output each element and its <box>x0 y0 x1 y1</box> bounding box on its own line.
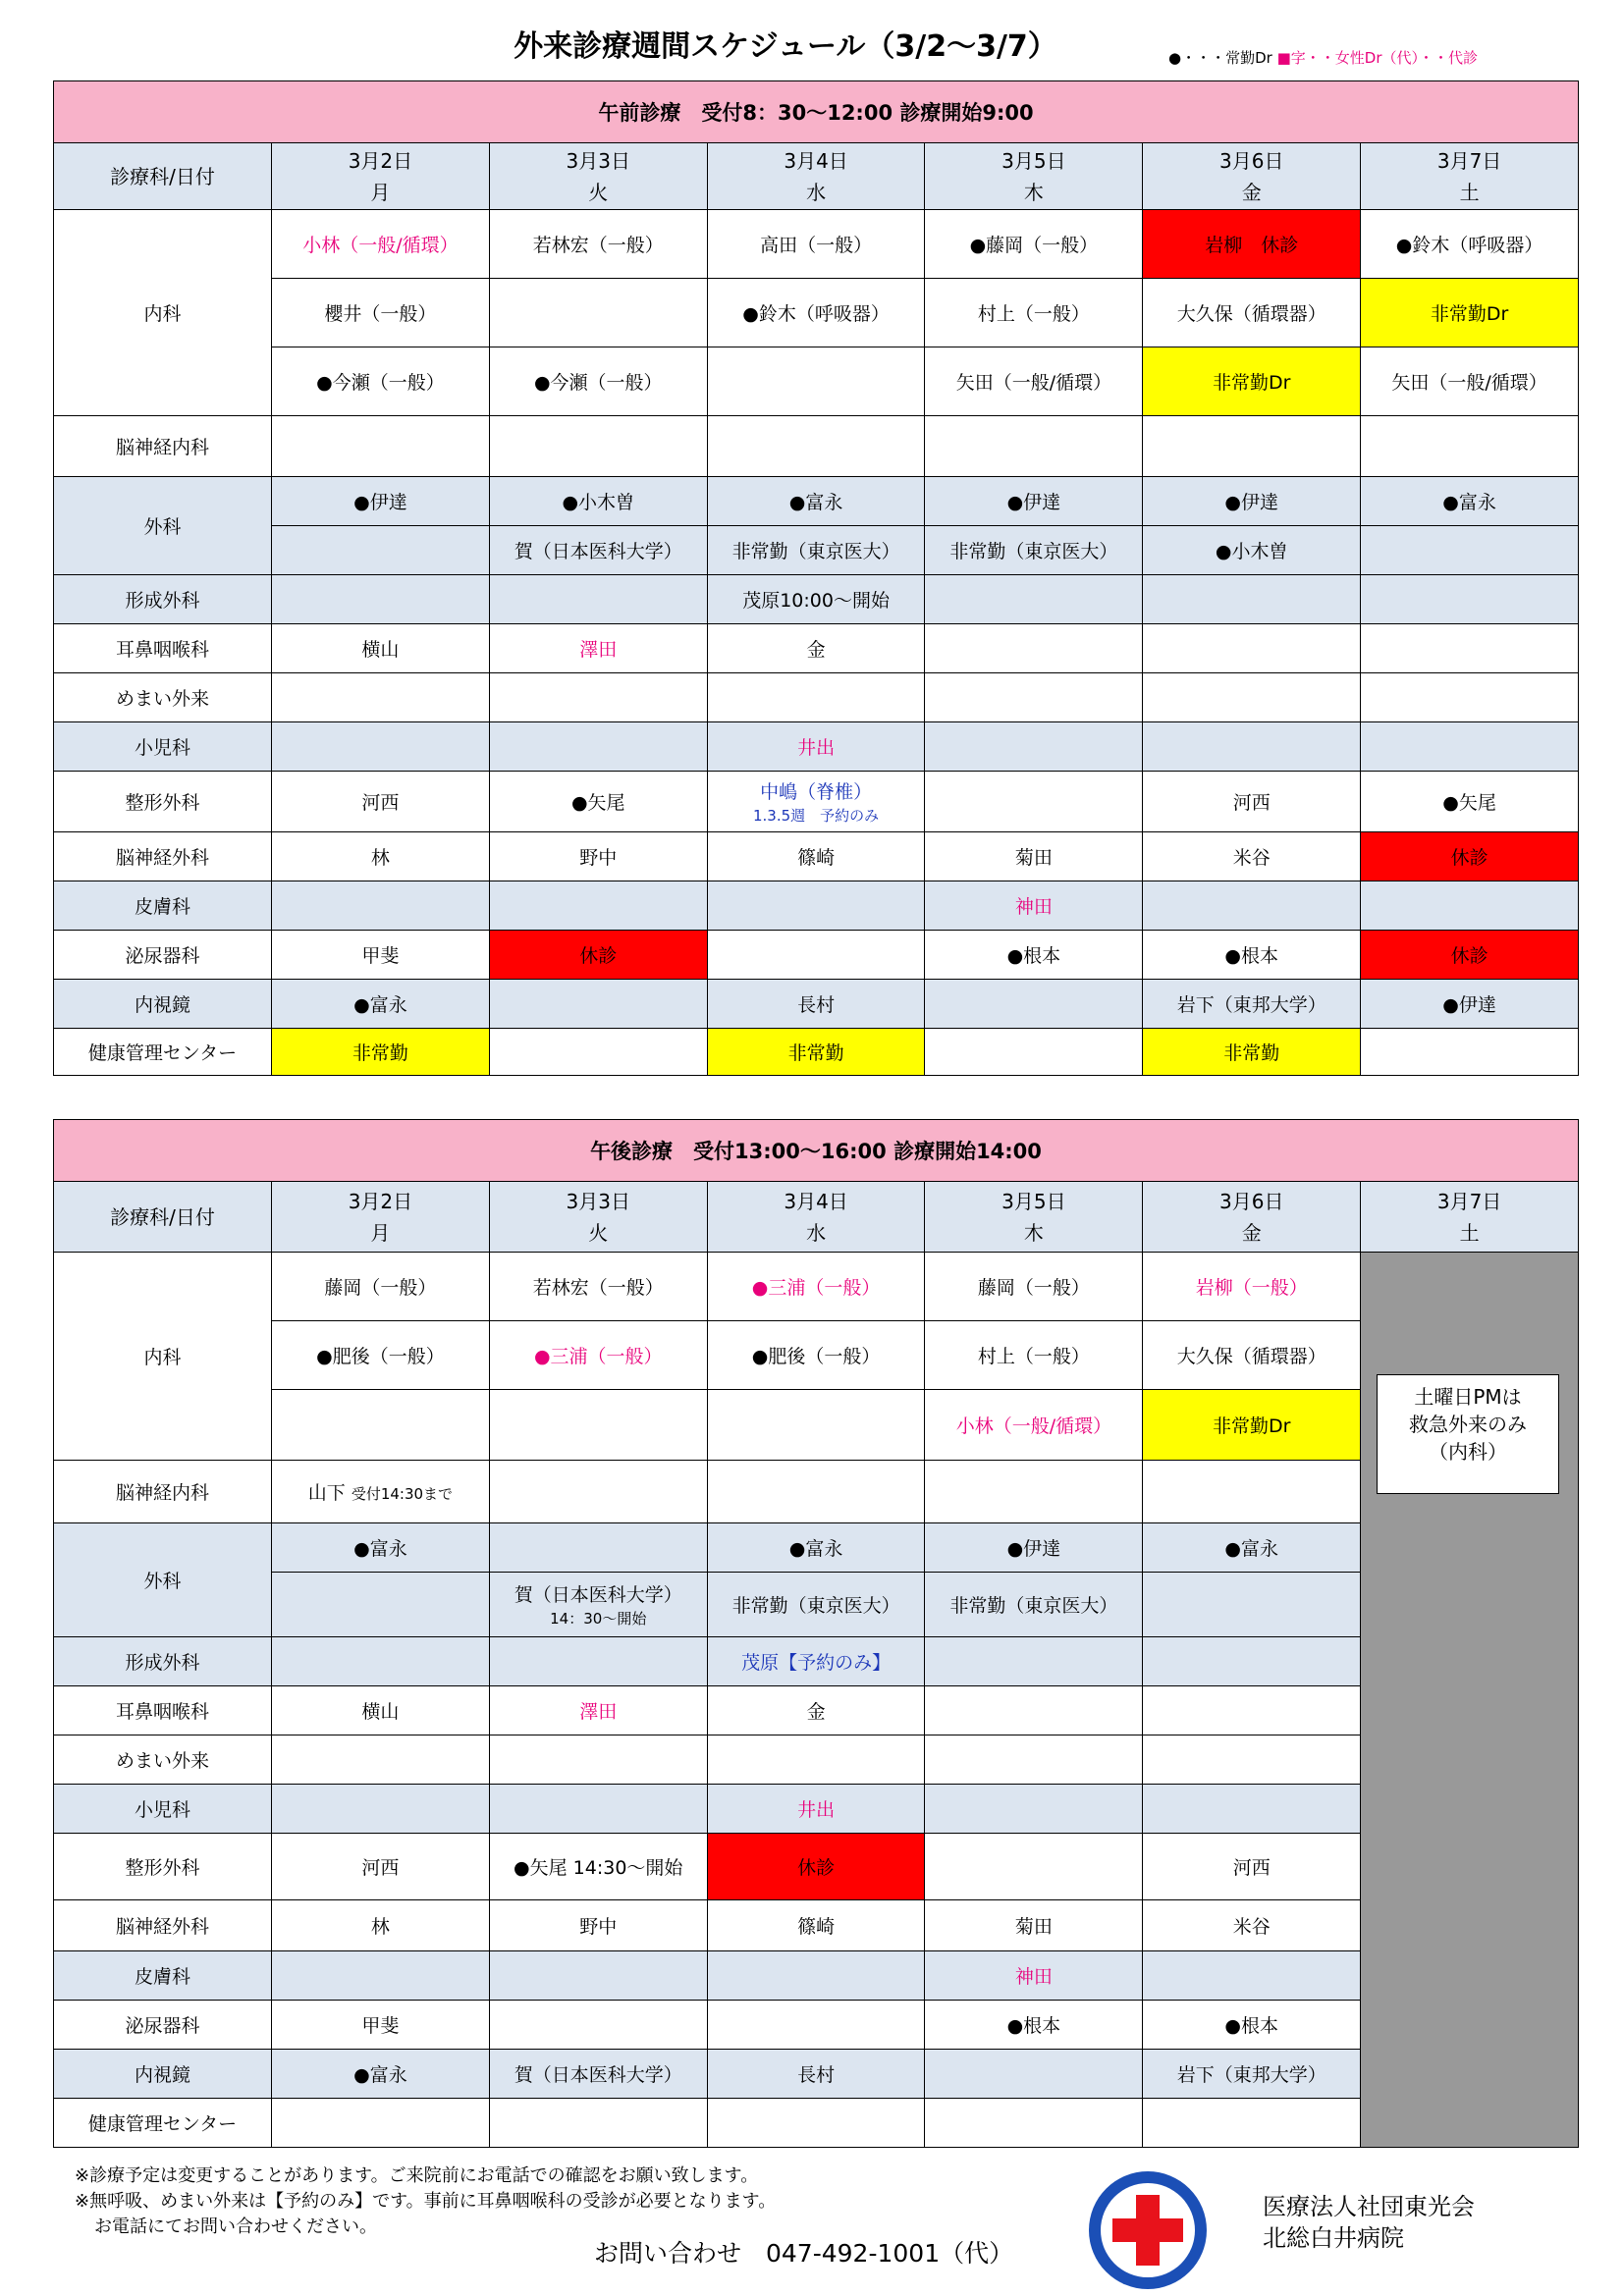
day-header: 3月6日 金 <box>1143 143 1361 210</box>
table-row <box>54 1785 1579 1834</box>
cell: 休診 <box>1361 931 1579 980</box>
cell: 金 <box>707 624 925 673</box>
dept-label: 脳神経外科 <box>54 1900 272 1951</box>
cell: 非常勤（東京医大） <box>707 1573 925 1637</box>
table-row <box>54 347 1579 416</box>
dept-label: 脳神経外科 <box>54 832 272 881</box>
cell: ●小木曽 <box>1143 526 1361 575</box>
table-row <box>54 210 1579 279</box>
cell <box>272 1390 490 1461</box>
footnote: お電話にてお問い合わせください。 <box>94 2216 377 2237</box>
cell: 菊田 <box>925 832 1143 881</box>
dept-label: 内視鏡 <box>54 980 272 1029</box>
cell: 神田 <box>925 881 1143 931</box>
dept-label: 内科 <box>54 1253 272 1461</box>
cell: 甲斐 <box>272 931 490 980</box>
table-row <box>54 1637 1579 1686</box>
am-schedule-table <box>53 80 1579 1076</box>
cell: 横山 <box>272 624 490 673</box>
day-header: 3月2日 月 <box>272 143 490 210</box>
dept-label: 健康管理センター <box>54 2099 272 2148</box>
table-row <box>54 931 1579 980</box>
cell: 河西 <box>272 1834 490 1900</box>
table-row <box>54 1461 1579 1523</box>
cell: ●富永 <box>272 980 490 1029</box>
cell: 横山 <box>272 1686 490 1735</box>
cell: 神田 <box>925 1951 1143 2001</box>
cell: 河西 <box>1143 772 1361 832</box>
cell: 櫻井（一般） <box>272 279 490 347</box>
cell: 小林（一般/循環） <box>272 210 490 279</box>
cell: 林 <box>272 832 490 881</box>
cell: 米谷 <box>1143 832 1361 881</box>
cell: ●矢尾 14:30〜開始 <box>489 1834 707 1900</box>
cell: ●今瀬（一般） <box>489 347 707 416</box>
cell: 大久保（循環器） <box>1143 1321 1361 1390</box>
cell <box>925 1029 1143 1076</box>
table-row <box>54 1321 1579 1390</box>
cell: ●富永 <box>707 477 925 526</box>
cell <box>489 2001 707 2050</box>
table-row <box>54 2050 1579 2099</box>
cell <box>925 980 1143 1029</box>
table-row <box>54 673 1579 722</box>
cell: 休診 <box>489 931 707 980</box>
cell: 若林宏（一般） <box>489 1253 707 1321</box>
cell: ●肥後（一般） <box>272 1321 490 1390</box>
cell: ●根本 <box>1143 2001 1361 2050</box>
dept-label: 内視鏡 <box>54 2050 272 2099</box>
cell: 矢田（一般/循環） <box>925 347 1143 416</box>
cell: 非常勤（東京医大） <box>707 526 925 575</box>
cell: ●伊達 <box>272 477 490 526</box>
table-row <box>54 2001 1579 2050</box>
cell: ●富永 <box>272 2050 490 2099</box>
cell <box>489 1390 707 1461</box>
dept-label: 泌尿器科 <box>54 2001 272 2050</box>
table-row <box>54 1029 1579 1076</box>
cell: 岩下（東邦大学） <box>1143 2050 1361 2099</box>
dept-label: 皮膚科 <box>54 881 272 931</box>
day-header: 3月7日 土 <box>1361 1182 1579 1253</box>
dept-label: 整形外科 <box>54 1834 272 1900</box>
table-row <box>54 526 1579 575</box>
cell: 休診 <box>1361 832 1579 881</box>
cell: ●根本 <box>925 2001 1143 2050</box>
table-row <box>54 1900 1579 1951</box>
day-header: 3月5日 木 <box>925 1182 1143 1253</box>
cell: 非常勤Dr <box>1361 279 1579 347</box>
dept-label: 外科 <box>54 477 272 575</box>
cell: ●伊達 <box>925 1523 1143 1573</box>
dept-label: 脳神経内科 <box>54 1461 272 1523</box>
cell <box>272 526 490 575</box>
contact-phone: お問い合わせ 047-492-1001（代） <box>594 2239 1014 2268</box>
legend-female: ■字・・女性Dr（代）・・代診 <box>1276 49 1478 67</box>
dept-label: めまい外来 <box>54 1735 272 1785</box>
cell: ●小木曽 <box>489 477 707 526</box>
cell: 賀（日本医科大学） <box>489 2050 707 2099</box>
cell: 岩柳（一般） <box>1143 1253 1361 1321</box>
table-row <box>54 980 1579 1029</box>
table-row <box>54 624 1579 673</box>
hospital-name: 医療法人社団東光会 北総白井病院 <box>1263 2193 1475 2252</box>
cell <box>925 2050 1143 2099</box>
table-row <box>54 1523 1579 1573</box>
table-row <box>54 832 1579 881</box>
cell: 岩下（東邦大学） <box>1143 980 1361 1029</box>
dept-label: 耳鼻咽喉科 <box>54 624 272 673</box>
cell: ●三浦（一般） <box>707 1253 925 1321</box>
cell <box>707 931 925 980</box>
cell: 篠崎 <box>707 1900 925 1951</box>
dept-label: めまい外来 <box>54 673 272 722</box>
day-header: 3月3日 火 <box>489 1182 707 1253</box>
cell: 非常勤（東京医大） <box>925 526 1143 575</box>
cell: 茂原10:00〜開始 <box>707 575 925 624</box>
cell: ●伊達 <box>1143 477 1361 526</box>
cell <box>707 2001 925 2050</box>
cell: 非常勤 <box>272 1029 490 1076</box>
cell: 藤岡（一般） <box>925 1253 1143 1321</box>
dept-label: 皮膚科 <box>54 1951 272 2001</box>
cell: 賀（日本医科大学） 14：30〜開始 <box>489 1573 707 1637</box>
cell: 長村 <box>707 2050 925 2099</box>
saturday-pm-note: 土曜日PMは 救急外来のみ （内科） <box>1377 1374 1559 1494</box>
cell: 山下 受付14:30まで <box>272 1461 490 1523</box>
cell <box>1361 1029 1579 1076</box>
page-title: 外来診療週間スケジュール（3/2〜3/7） <box>514 29 1057 64</box>
cell: ●根本 <box>1143 931 1361 980</box>
cell: ●富永 <box>272 1523 490 1573</box>
cell <box>1143 1573 1361 1637</box>
cell: 野中 <box>489 832 707 881</box>
cell: 非常勤（東京医大） <box>925 1573 1143 1637</box>
cell: 茂原【予約のみ】 <box>707 1637 925 1686</box>
cell: 村上（一般） <box>925 1321 1143 1390</box>
dept-label: 小児科 <box>54 722 272 772</box>
dept-label: 健康管理センター <box>54 1029 272 1076</box>
legend-dr: ●・・・常勤Dr <box>1168 49 1272 67</box>
cell: 小林（一般/循環） <box>925 1390 1143 1461</box>
cell: 岩柳 休診 <box>1143 210 1361 279</box>
table-row <box>54 1253 1579 1321</box>
cell: 非常勤Dr <box>1143 347 1361 416</box>
footnote: ※診療予定は変更することがあります。ご来院前にお電話での確認をお願い致します。 <box>75 2165 759 2186</box>
cell: 非常勤 <box>707 1029 925 1076</box>
table-row <box>54 2099 1579 2148</box>
table-row <box>54 1390 1579 1461</box>
dept-label: 形成外科 <box>54 1637 272 1686</box>
cell <box>1361 526 1579 575</box>
table-row <box>54 1573 1579 1637</box>
cell: 藤岡（一般） <box>272 1253 490 1321</box>
cell: 非常勤Dr <box>1143 1390 1361 1461</box>
cell: ●今瀬（一般） <box>272 347 490 416</box>
cell: ●伊達 <box>925 477 1143 526</box>
cell: ●富永 <box>707 1523 925 1573</box>
cell: ●矢尾 <box>489 772 707 832</box>
cell <box>272 1573 490 1637</box>
cell: ●三浦（一般） <box>489 1321 707 1390</box>
cell <box>707 1390 925 1461</box>
cell: ●富永 <box>1143 1523 1361 1573</box>
table-row <box>54 881 1579 931</box>
cell: ●鈴木（呼吸器） <box>707 279 925 347</box>
pm-header: 午後診療 受付13:00〜16:00 診療開始14:00 <box>54 1120 1579 1182</box>
table-row <box>54 279 1579 347</box>
cell <box>489 1029 707 1076</box>
legend <box>1168 47 1478 68</box>
cell: ●富永 <box>1361 477 1579 526</box>
table-row <box>54 575 1579 624</box>
table-row <box>54 1951 1579 2001</box>
cell: ●矢尾 <box>1361 772 1579 832</box>
cell: ●肥後（一般） <box>707 1321 925 1390</box>
cell <box>489 279 707 347</box>
table-row <box>54 722 1579 772</box>
cell: 菊田 <box>925 1900 1143 1951</box>
dept-label: 脳神経内科 <box>54 416 272 477</box>
dept-label: 泌尿器科 <box>54 931 272 980</box>
day-header: 3月4日 水 <box>707 1182 925 1253</box>
cell: 大久保（循環器） <box>1143 279 1361 347</box>
cell: 林 <box>272 1900 490 1951</box>
cell: 野中 <box>489 1900 707 1951</box>
am-header: 午前診療 受付8：30〜12:00 診療開始9:00 <box>54 81 1579 143</box>
cell: 賀（日本医科大学） <box>489 526 707 575</box>
dept-label: 内科 <box>54 210 272 416</box>
cell: 矢田（一般/循環） <box>1361 347 1579 416</box>
dept-label: 小児科 <box>54 1785 272 1834</box>
dept-label: 整形外科 <box>54 772 272 832</box>
dept-header: 診療科/日付 <box>54 143 272 210</box>
table-row <box>54 1834 1579 1900</box>
cell: ●鈴木（呼吸器） <box>1361 210 1579 279</box>
cell: 金 <box>707 1686 925 1735</box>
cell <box>489 980 707 1029</box>
cell: ●根本 <box>925 931 1143 980</box>
cell: 井出 <box>707 722 925 772</box>
cell: 甲斐 <box>272 2001 490 2050</box>
cell: 米谷 <box>1143 1900 1361 1951</box>
day-header: 3月4日 水 <box>707 143 925 210</box>
pm-schedule-table <box>53 1119 1579 2148</box>
cell: 高田（一般） <box>707 210 925 279</box>
cell: 澤田 <box>489 1686 707 1735</box>
day-header: 3月5日 木 <box>925 143 1143 210</box>
cell <box>489 1523 707 1573</box>
footnotes <box>75 2163 776 2240</box>
cell: 篠崎 <box>707 832 925 881</box>
cell: 河西 <box>1143 1834 1361 1900</box>
cell: 休診 <box>707 1834 925 1900</box>
hospital-logo-icon <box>1085 2167 1211 2293</box>
cell: 若林宏（一般） <box>489 210 707 279</box>
dept-label: 形成外科 <box>54 575 272 624</box>
dept-label: 外科 <box>54 1523 272 1637</box>
cell: 村上（一般） <box>925 279 1143 347</box>
cell: ●伊達 <box>1361 980 1579 1029</box>
cell: 長村 <box>707 980 925 1029</box>
cell: 澤田 <box>489 624 707 673</box>
cell: 井出 <box>707 1785 925 1834</box>
day-header: 3月3日 火 <box>489 143 707 210</box>
table-row <box>54 772 1579 832</box>
table-row <box>54 416 1579 477</box>
day-header: 3月7日 土 <box>1361 143 1579 210</box>
cell: 非常勤 <box>1143 1029 1361 1076</box>
footnote: ※無呼吸、めまい外来は【予約のみ】です。事前に耳鼻咽喉科の受診が必要となります。 <box>75 2191 777 2212</box>
table-row <box>54 1735 1579 1785</box>
day-header: 3月2日 月 <box>272 1182 490 1253</box>
cell: 中嶋（脊椎） 1.3.5週 予約のみ <box>707 772 925 832</box>
day-header: 3月6日 金 <box>1143 1182 1361 1253</box>
cell: 河西 <box>272 772 490 832</box>
table-row <box>54 477 1579 526</box>
dept-label: 耳鼻咽喉科 <box>54 1686 272 1735</box>
cell <box>707 347 925 416</box>
cell: ●藤岡（一般） <box>925 210 1143 279</box>
dept-header: 診療科/日付 <box>54 1182 272 1253</box>
table-row <box>54 1686 1579 1735</box>
